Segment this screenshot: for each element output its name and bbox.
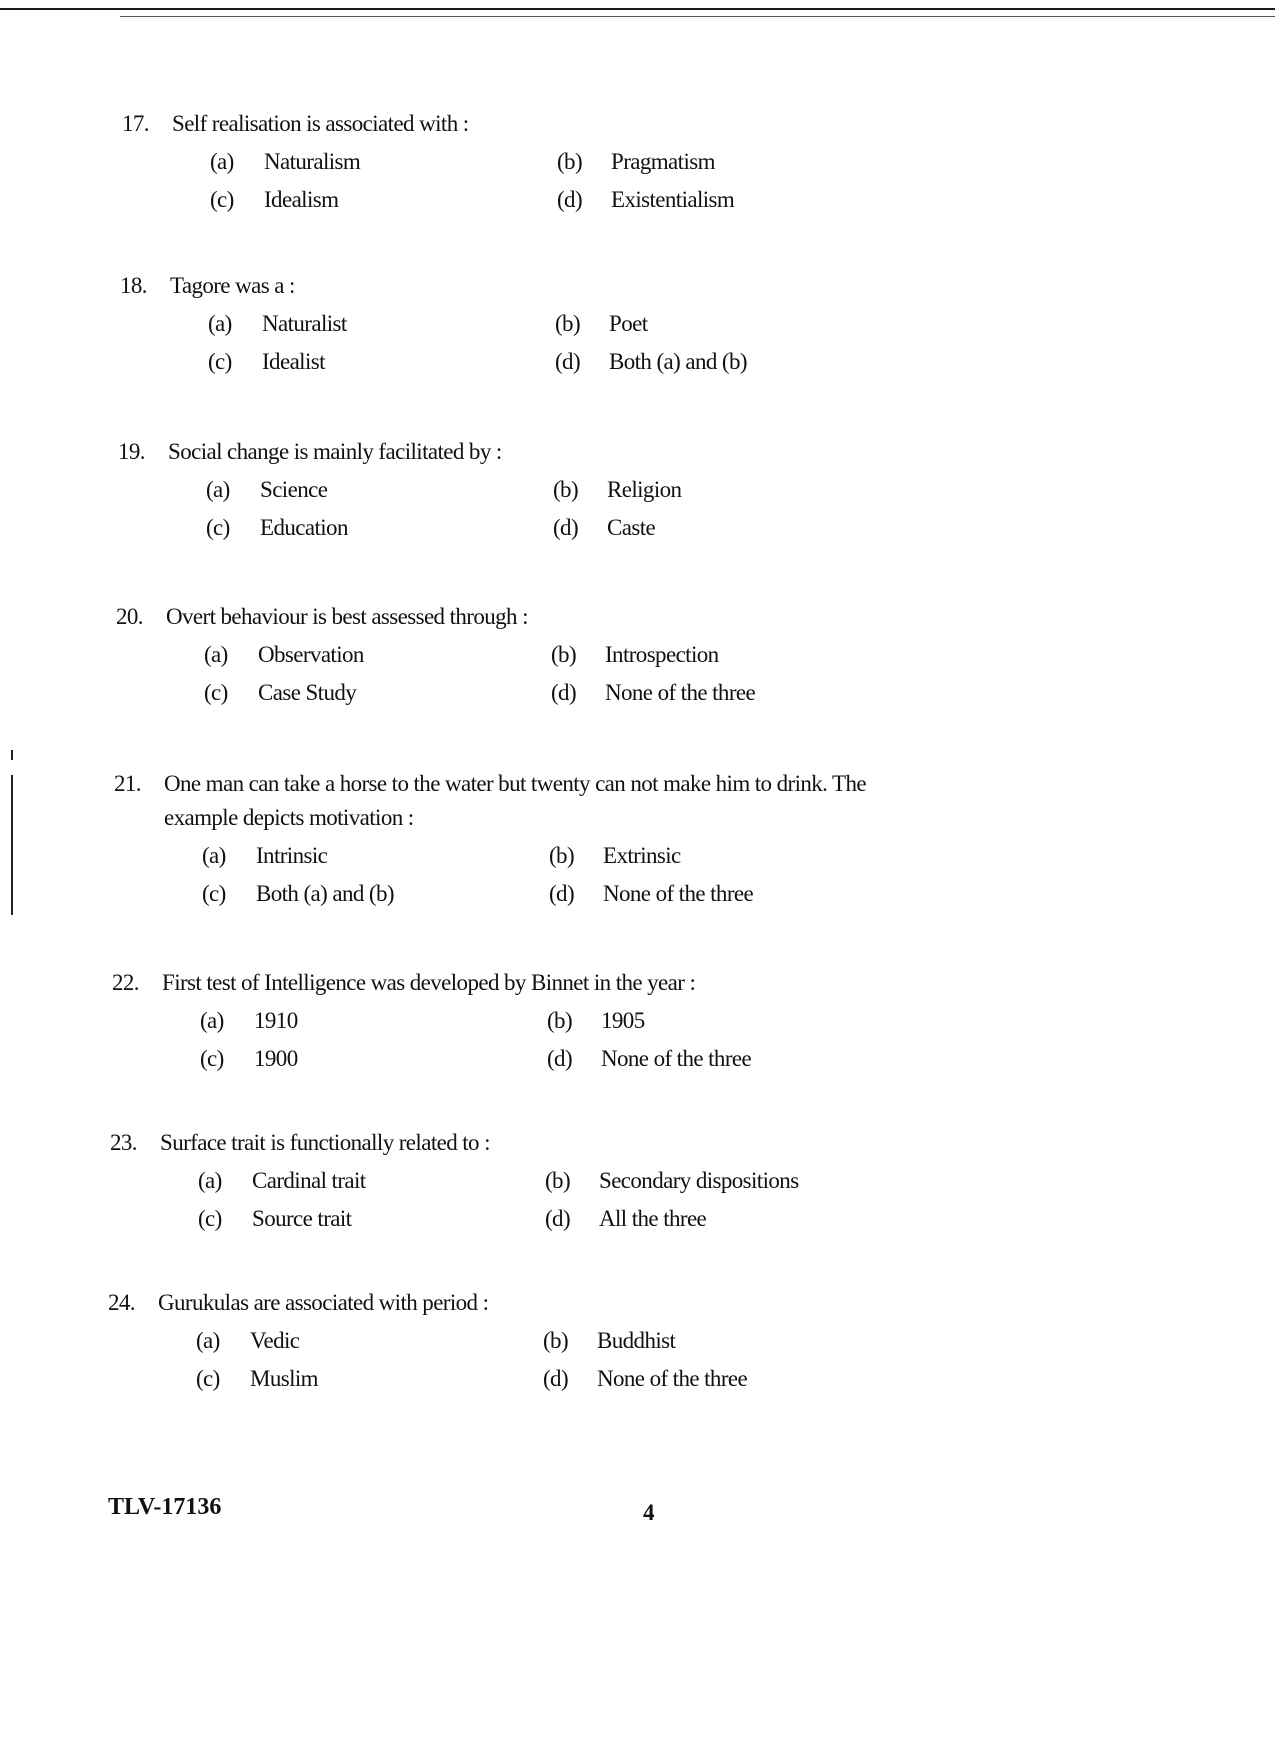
option-text: Naturalism	[264, 149, 361, 174]
option-label: (c)	[204, 680, 228, 705]
option-label: (a)	[200, 1008, 224, 1033]
option-label: (d)	[557, 187, 583, 212]
option-label: (b)	[555, 311, 581, 336]
option-a	[204, 638, 364, 672]
option-text: Both (a) and (b)	[609, 349, 747, 374]
option-label: (d)	[555, 349, 581, 374]
option-text: 1900	[254, 1046, 298, 1071]
question-20	[116, 600, 1116, 714]
option-text: None of the three	[601, 1046, 752, 1071]
option-text: Idealism	[264, 187, 339, 212]
option-label: (a)	[204, 642, 228, 667]
option-d	[557, 183, 734, 217]
option-label: (d)	[549, 881, 575, 906]
question-17	[122, 107, 1122, 221]
question-18	[120, 269, 1120, 383]
option-text: Muslim	[250, 1366, 318, 1391]
option-d	[545, 1202, 706, 1236]
page-number: 4	[643, 1500, 655, 1525]
option-label: (c)	[196, 1366, 220, 1391]
option-c	[206, 511, 348, 545]
option-d	[549, 877, 753, 911]
question-text: Surface trait is functionally related to :	[160, 1130, 490, 1155]
option-text: Source trait	[252, 1206, 352, 1231]
option-label: (b)	[557, 149, 583, 174]
option-label: (c)	[210, 187, 234, 212]
question-text-continued: example depicts motivation :	[164, 805, 414, 830]
option-a	[210, 145, 360, 179]
option-label: (b)	[545, 1168, 571, 1193]
question-number: 22.	[112, 970, 139, 995]
option-label: (d)	[553, 515, 579, 540]
option-text: Case Study	[258, 680, 357, 705]
option-c	[210, 183, 338, 217]
question-21	[114, 767, 1114, 915]
option-text: Both (a) and (b)	[256, 881, 394, 906]
option-label: (a)	[202, 843, 226, 868]
option-text: None of the three	[597, 1366, 748, 1391]
question-22	[112, 966, 1112, 1080]
option-c	[202, 877, 394, 911]
options	[116, 638, 1116, 714]
option-text: 1905	[601, 1008, 645, 1033]
options	[122, 145, 1122, 221]
option-b	[543, 1324, 675, 1358]
option-label: (a)	[198, 1168, 222, 1193]
top-rule	[0, 8, 1275, 10]
option-text: Vedic	[250, 1328, 300, 1353]
options	[120, 307, 1120, 383]
option-d	[543, 1362, 747, 1396]
option-text: Observation	[258, 642, 364, 667]
option-label: (c)	[198, 1206, 222, 1231]
options	[118, 473, 1118, 549]
option-text: Buddhist	[597, 1328, 676, 1353]
question-text: Self realisation is associated with :	[172, 111, 469, 136]
option-label: (d)	[545, 1206, 571, 1231]
option-a	[206, 473, 327, 507]
question-24	[108, 1286, 1108, 1400]
margin-mark	[11, 775, 13, 915]
question-number: 23.	[110, 1130, 137, 1155]
option-label: (d)	[551, 680, 577, 705]
option-text: Naturalist	[262, 311, 347, 336]
option-text: Existentialism	[611, 187, 735, 212]
option-c	[200, 1042, 298, 1076]
question-number: 24.	[108, 1290, 135, 1315]
option-label: (c)	[202, 881, 226, 906]
options	[114, 839, 1114, 915]
option-label: (c)	[206, 515, 230, 540]
question-text: Social change is mainly facilitated by :	[168, 439, 502, 464]
option-label: (c)	[200, 1046, 224, 1071]
option-c	[198, 1202, 351, 1236]
options	[108, 1324, 1108, 1400]
option-text: Science	[260, 477, 328, 502]
option-c	[196, 1362, 318, 1396]
option-text: None of the three	[605, 680, 756, 705]
question-number: 17.	[122, 111, 149, 136]
option-b	[555, 307, 648, 341]
option-label: (d)	[543, 1366, 569, 1391]
option-d	[547, 1042, 751, 1076]
option-label: (d)	[547, 1046, 573, 1071]
top-rule-secondary	[120, 16, 1275, 17]
option-d	[555, 345, 747, 379]
option-text: Introspection	[605, 642, 719, 667]
option-text: Idealist	[262, 349, 325, 374]
option-label: (a)	[196, 1328, 220, 1353]
question-text: First test of Intelligence was developed by Binnet in the year :	[162, 970, 696, 995]
option-b	[549, 839, 681, 873]
option-text: Caste	[607, 515, 656, 540]
question-number: 18.	[120, 273, 147, 298]
option-text: Education	[260, 515, 348, 540]
option-text: 1910	[254, 1008, 298, 1033]
option-b	[551, 638, 719, 672]
option-text: Extrinsic	[603, 843, 681, 868]
question-23	[110, 1126, 1110, 1240]
option-text: Poet	[609, 311, 648, 336]
question-number: 21.	[114, 771, 141, 796]
option-label: (b)	[551, 642, 577, 667]
option-label: (b)	[543, 1328, 569, 1353]
option-label: (b)	[553, 477, 579, 502]
option-a	[202, 839, 327, 873]
option-c	[208, 345, 325, 379]
options	[110, 1164, 1110, 1240]
option-text: Religion	[607, 477, 682, 502]
option-a	[198, 1164, 366, 1198]
option-b	[557, 145, 715, 179]
option-b	[553, 473, 681, 507]
option-text: Pragmatism	[611, 149, 715, 174]
option-text: Cardinal trait	[252, 1168, 366, 1193]
option-d	[551, 676, 755, 710]
option-c	[204, 676, 356, 710]
option-a	[200, 1004, 298, 1038]
option-b	[547, 1004, 645, 1038]
options	[112, 1004, 1112, 1080]
option-label: (a)	[210, 149, 234, 174]
option-label: (a)	[206, 477, 230, 502]
question-text: Overt behaviour is best assessed through :	[166, 604, 528, 629]
question-number: 20.	[116, 604, 143, 629]
option-a	[196, 1324, 299, 1358]
option-b	[545, 1164, 799, 1198]
option-text: None of the three	[603, 881, 754, 906]
question-19	[118, 435, 1118, 549]
option-text: All the three	[599, 1206, 707, 1231]
option-label: (b)	[549, 843, 575, 868]
option-label: (b)	[547, 1008, 573, 1033]
question-text: Tagore was a :	[170, 273, 295, 298]
option-d	[553, 511, 655, 545]
paper-code: TLV-17136	[108, 1494, 222, 1520]
question-text: One man can take a horse to the water but twenty can not make him to drink. The	[164, 771, 866, 796]
margin-tick	[11, 750, 13, 760]
option-label: (a)	[208, 311, 232, 336]
option-a	[208, 307, 347, 341]
option-label: (c)	[208, 349, 232, 374]
option-text: Intrinsic	[256, 843, 328, 868]
question-text: Gurukulas are associated with period :	[158, 1290, 489, 1315]
question-number: 19.	[118, 439, 145, 464]
option-text: Secondary dispositions	[599, 1168, 799, 1193]
